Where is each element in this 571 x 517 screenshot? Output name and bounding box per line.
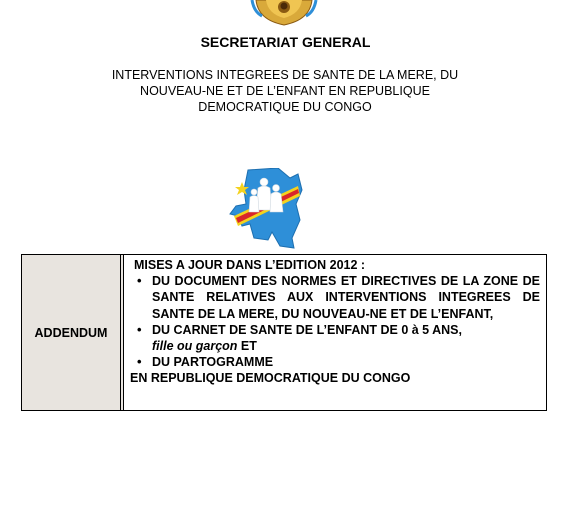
addendum-heading: MISES A JOUR DANS L’EDITION 2012 : bbox=[134, 258, 366, 272]
drc-map-flag-emblem bbox=[228, 168, 304, 250]
list-item: • DU DOCUMENT DES NORMES ET DIRECTIVES DE LA ZONE DE SANTE RELATIVES AUX INTERVENTIONS INTEGREES DE SANTE DE LA MERE, DU NOUVEAU-NE ET DE L’ENFANT, bbox=[130, 273, 540, 322]
list-item-tail: ET bbox=[237, 339, 257, 354]
subtitle-line: DEMOCRATIQUE DU CONGO bbox=[198, 100, 372, 114]
subtitle-line: NOUVEAU-NE ET DE L’ENFANT EN REPUBLIQUE bbox=[140, 84, 430, 98]
addendum-list bbox=[130, 273, 540, 370]
list-item bbox=[130, 322, 540, 354]
document-subtitle bbox=[90, 67, 480, 115]
addendum-footer: EN REPUBLIQUE DEMOCRATIQUE DU CONGO bbox=[130, 371, 411, 386]
list-item-italic-text: fille ou garçon bbox=[152, 339, 238, 354]
list-item-text: DU CARNET DE SANTE DE L’ENFANT DE 0 à 5 ANS, bbox=[152, 322, 462, 337]
coat-of-arms-emblem bbox=[250, 0, 318, 26]
list-item: • DU PARTOGRAMME bbox=[130, 354, 540, 370]
subtitle-line: INTERVENTIONS INTEGREES DE SANTE DE LA MERE, DU bbox=[111, 68, 459, 82]
addendum-table bbox=[21, 254, 547, 411]
addendum-label: ADDENDUM bbox=[22, 255, 124, 410]
page-title: SECRETARIAT GENERAL bbox=[200, 34, 371, 50]
addendum-content bbox=[124, 255, 546, 410]
